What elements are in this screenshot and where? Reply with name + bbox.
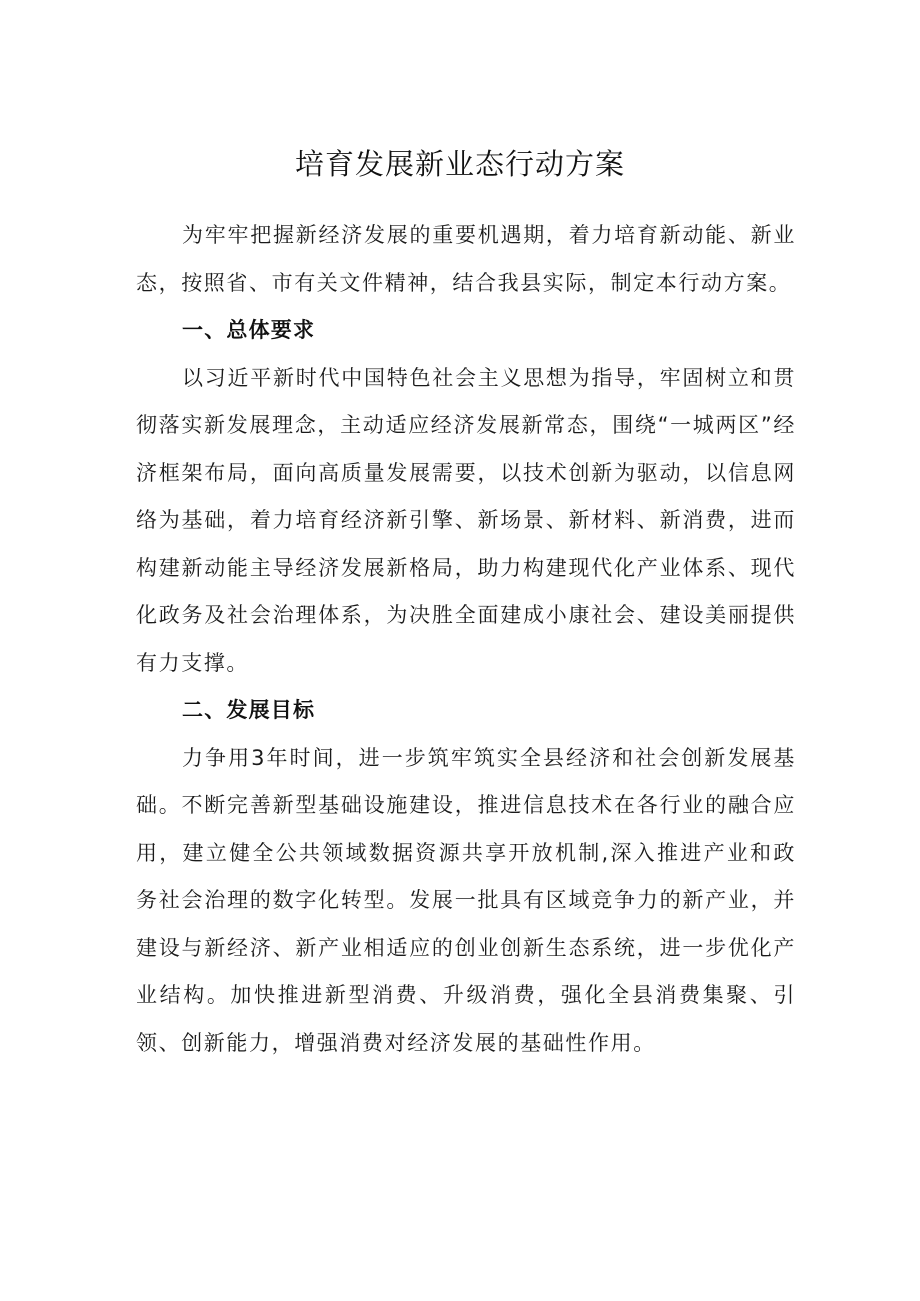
section-heading-general-requirements: 一、总体要求: [182, 318, 316, 342]
intro-paragraph: 为牢牢把握新经济发展的重要机遇期，着力培育新动能、新业态，按照省、市有关文件精神，结合我县实际，制定本行动方案。: [136, 223, 796, 295]
section-paragraph-general-requirements: 以习近平新时代中国特色社会主义思想为指导，牢固树立和贯彻落实新发展理念，主动适应经济发展新常态，围绕“一城两区”经济框架布局，面向高质量发展需要，以技术创新为驱动，以信息网络为基础，着力培育经济新引擎、新场景、新材料、新消费，进而构建新动能主导经济发展新格局，助力构建现代化产业体系、现代化政务及社会治理体系，为决胜全面建成小康社会、建设美丽提供有力支撑。: [136, 365, 796, 675]
section-heading-development-goals: 二、发展目标: [182, 698, 316, 722]
document-title: 培育发展新业态行动方案: [294, 147, 625, 181]
document-body: [136, 212, 796, 1067]
section-paragraph-development-goals: 力争用3年时间，进一步筑牢筑实全县经济和社会创新发展基础。不断完善新型基础设施建设，推进信息技术在各行业的融合应用，建立健全公共领域数据资源共享开放机制,深入推进产业和政务社会治理的数字化转型。发展一批具有区域竞争力的新产业，并建设与新经济、新产业相适应的创业创新生态系统，进一步优化产业结构。加快推进新型消费、升级消费，强化全县消费集聚、引领、创新能力，增强消费对经济发展的基础性作用。: [136, 745, 796, 1055]
